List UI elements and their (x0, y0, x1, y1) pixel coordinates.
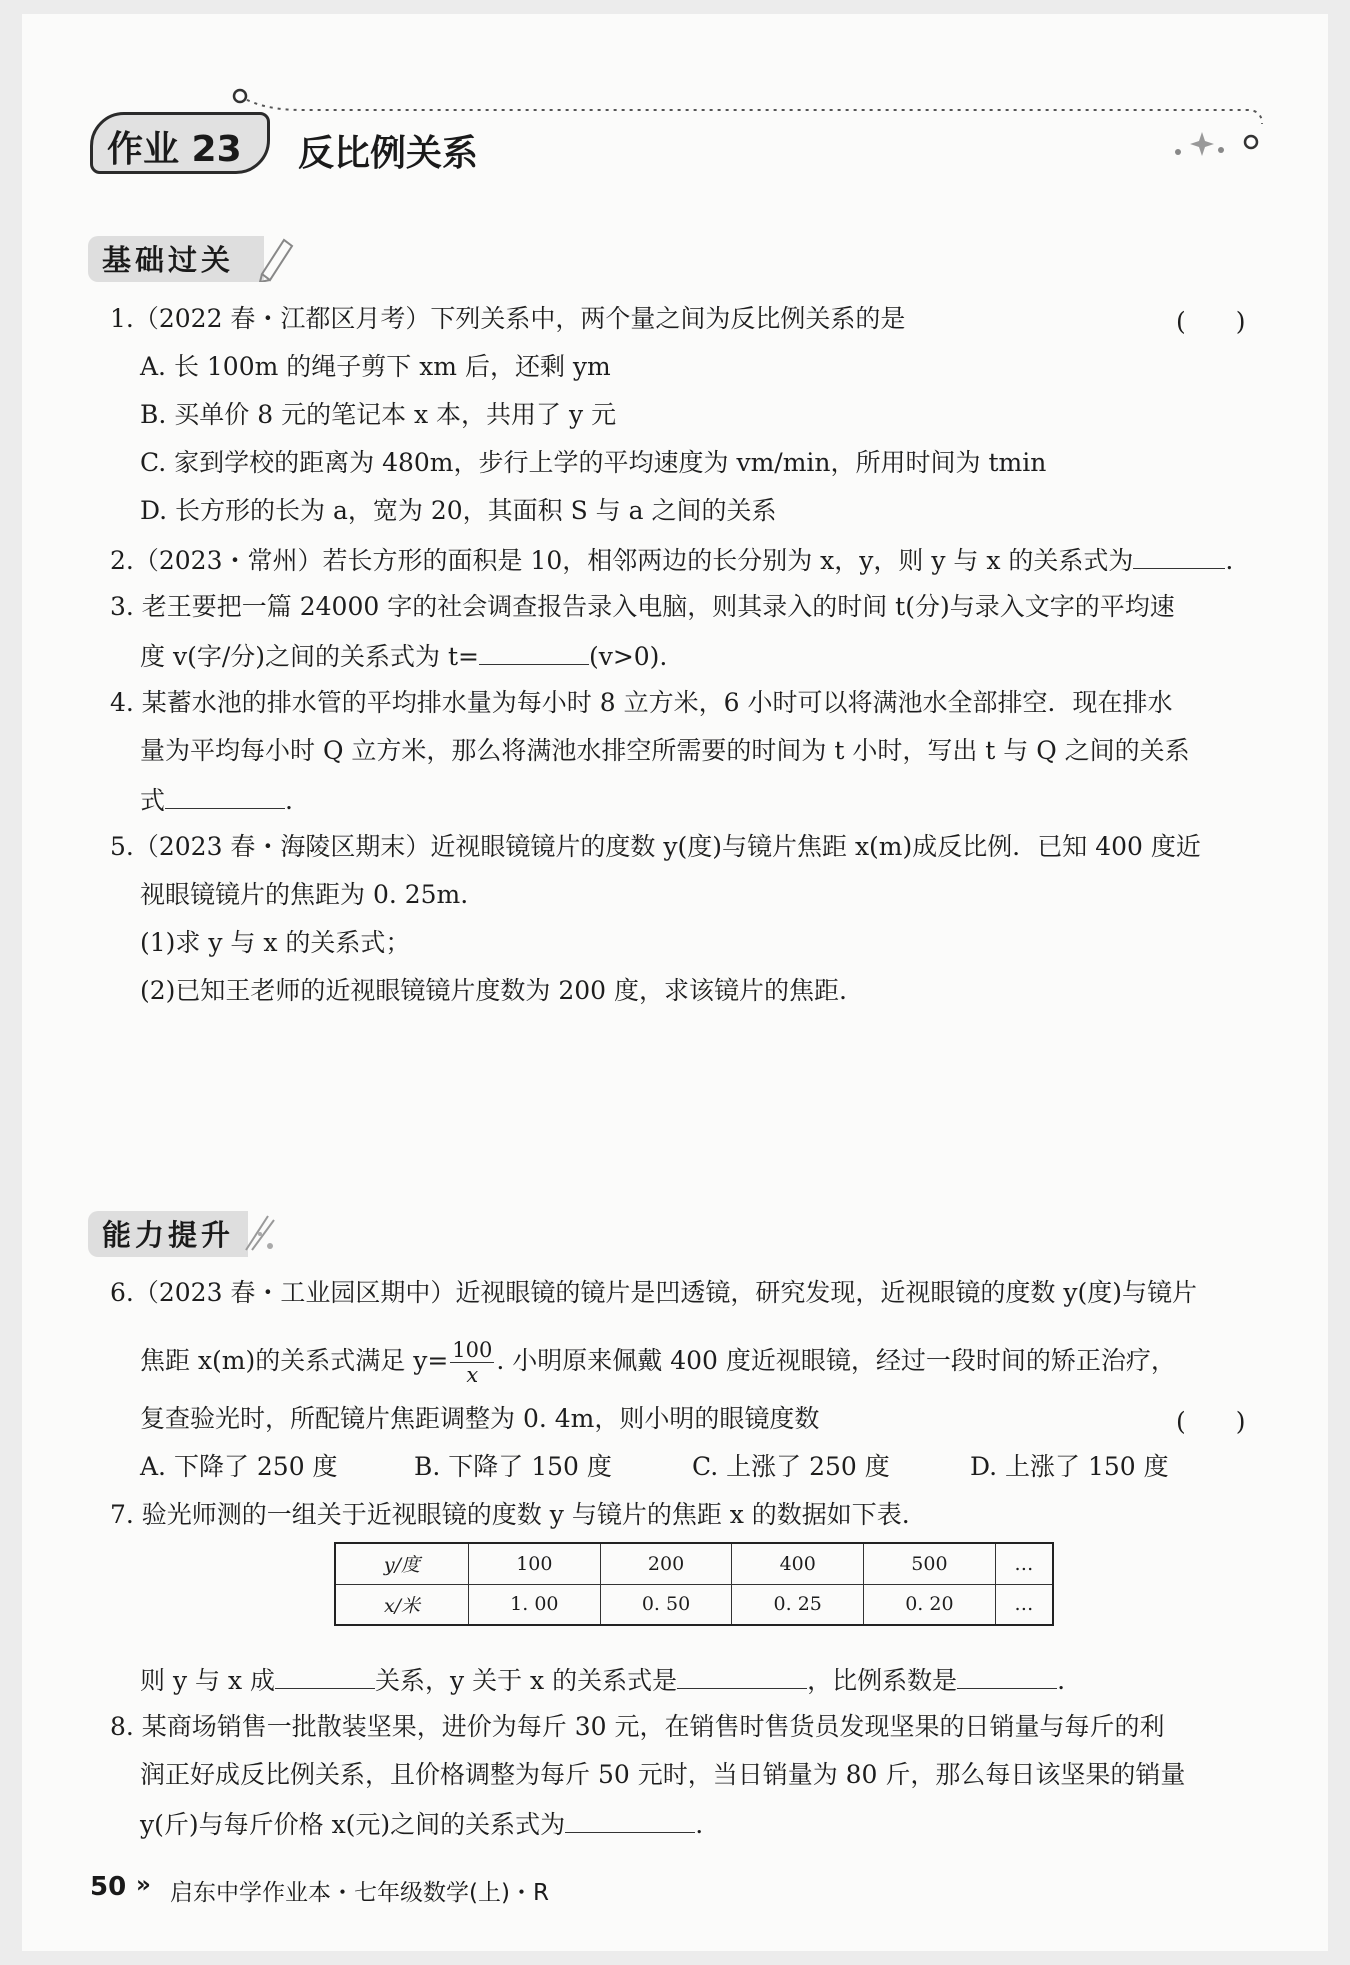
question-6-line2-start: 焦距 x(m)的关系式满足 y= (140, 1346, 449, 1375)
question-8-blank[interactable] (565, 1806, 695, 1833)
question-8-line2: 润正好成反比例关系，且价格调整为每斤 50 元时，当日销量为 80 斤，那么每日该坚果的销量 (140, 1760, 1186, 1789)
table-cell: 400 (732, 1543, 864, 1584)
question-4-line3-end: . (285, 786, 293, 815)
question-8-line1: 8. 某商场销售一批散装坚果，进价为每斤 30 元，在销售时售货员发现坚果的日销量与每斤的利 (110, 1712, 1165, 1741)
table-row (335, 1584, 1053, 1625)
page-number: 50 (90, 1872, 127, 1902)
question-1-option-b: B. 买单价 8 元的笔记本 x 本，共用了 y 元 (140, 400, 617, 429)
table-row (335, 1543, 1053, 1584)
question-3-line1: 3. 老王要把一篇 24000 字的社会调查报告录入电脑，则其录入的时间 t(分)与录入文字的平均速 (110, 592, 1175, 621)
question-8-line3-end: . (695, 1810, 704, 1839)
table-cell: 0. 25 (732, 1584, 864, 1625)
question-7-fill-c: ，比例系数是 (807, 1666, 958, 1695)
footer-arrows: » (136, 1872, 151, 1898)
question-3-line2-end: (v>0). (588, 642, 668, 671)
question-6-option-c: C. 上涨了 250 度 (692, 1452, 890, 1481)
section-advanced-tag: 能力提升 (88, 1211, 248, 1257)
question-6-line1: 6.（2023 春・工业园区期中）近视眼镜的镜片是凹透镜，研究发现，近视眼镜的度数 y(度)与镜片 (110, 1278, 1198, 1307)
question-7-fill-end: . (1057, 1666, 1066, 1695)
question-2-end: . (1225, 546, 1234, 575)
question-6-line2-end: . 小明原来佩戴 400 度近视眼镜，经过一段时间的矫正治疗， (496, 1346, 1176, 1375)
question-1-stem: 1.（2022 春・江都区月考）下列关系中，两个量之间为反比例关系的是 (110, 304, 906, 333)
question-4-blank[interactable] (165, 782, 285, 809)
question-5-line1: 5.（2023 春・海陵区期末）近视眼镜镜片的度数 y(度)与镜片焦距 x(m)成反比例．已知 400 度近 (110, 832, 1201, 861)
assignment-badge (90, 112, 270, 174)
table-cell: 0. 50 (600, 1584, 732, 1625)
question-7-line1: 7. 验光师测的一组关于近视眼镜的度数 y 与镜片的焦距 x 的数据如下表. (110, 1500, 910, 1529)
question-1-option-c: C. 家到学校的距离为 480m，步行上学的平均速度为 vm/min，所用时间为 tmin (140, 448, 1047, 477)
sparkle-icon (240, 1206, 280, 1256)
data-table (334, 1542, 1054, 1626)
question-7-fill-a: 则 y 与 x 成 (140, 1666, 276, 1695)
table-cell: x/米 (335, 1584, 469, 1625)
question-6-option-a: A. 下降了 250 度 (140, 1452, 338, 1481)
table-cell: 100 (469, 1543, 601, 1584)
question-1-answer-slot[interactable]: ( ) (1176, 307, 1246, 336)
fraction-denominator: x (466, 1363, 479, 1387)
question-6-option-d: D. 上涨了 150 度 (970, 1452, 1169, 1481)
table-cell: 200 (600, 1543, 732, 1584)
question-6-option-b: B. 下降了 150 度 (414, 1452, 612, 1481)
question-6-line3: 复查验光时，所配镜片焦距调整为 0. 4m，则小明的眼镜度数 (140, 1404, 820, 1433)
pencil-icon (254, 232, 294, 282)
question-7-fill-b: 关系，y 关于 x 的关系式是 (375, 1666, 678, 1695)
question-3-line2-start: 度 v(字/分)之间的关系式为 t= (140, 642, 479, 671)
question-1-option-d: D. 长方形的长为 a，宽为 20，其面积 S 与 a 之间的关系 (140, 496, 777, 525)
assignment-number: 作业 23 (107, 129, 242, 170)
page (22, 14, 1328, 1951)
fraction (450, 1338, 494, 1387)
question-7-blank-3[interactable] (957, 1662, 1057, 1689)
question-5-line2: 视眼镜镜片的焦距为 0. 25m. (140, 880, 469, 909)
section-basic-tag: 基础过关 (88, 236, 264, 282)
question-6-line2 (140, 1338, 1176, 1387)
question-7-blank-1[interactable] (275, 1662, 375, 1689)
table-cell: … (995, 1584, 1053, 1625)
question-6-answer-slot[interactable]: ( ) (1176, 1407, 1246, 1436)
question-3-blank[interactable] (479, 638, 589, 665)
page-title: 反比例关系 (298, 133, 479, 174)
question-2-blank[interactable] (1133, 542, 1225, 569)
question-4-line2: 量为平均每小时 Q 立方米，那么将满池水排空所需要的时间为 t 小时，写出 t 与 Q 之间的关系 (140, 736, 1190, 765)
question-7-fill-line (140, 1662, 1065, 1698)
table-cell: y/度 (335, 1543, 469, 1584)
table-cell: 0. 20 (864, 1584, 996, 1625)
question-3-line2 (140, 638, 667, 674)
question-4-line1: 4. 某蓄水池的排水管的平均排水量为每小时 8 立方米，6 小时可以将满池水全部排空．现在排水 (110, 688, 1173, 717)
table-cell: 1. 00 (469, 1584, 601, 1625)
question-7-blank-2[interactable] (677, 1662, 807, 1689)
table-cell: … (995, 1543, 1053, 1584)
question-4-line3-start: 式 (140, 786, 166, 815)
question-5-part2: (2)已知王老师的近视眼镜镜片度数为 200 度，求该镜片的焦距. (140, 976, 847, 1005)
table-cell: 500 (864, 1543, 996, 1584)
question-2-text: 2.（2023・常州）若长方形的面积是 10，相邻两边的长分别为 x，y，则 y 与 x 的关系式为 (110, 546, 1134, 575)
footer-book-title: 启东中学作业本・七年级数学(上)・R (170, 1880, 549, 1906)
question-4-line3 (140, 782, 293, 818)
question-2 (110, 542, 1233, 578)
question-8-line3-start: y(斤)与每斤价格 x(元)之间的关系式为 (140, 1810, 566, 1839)
fraction-numerator: 100 (452, 1338, 493, 1362)
question-5-part1: (1)求 y 与 x 的关系式； (140, 928, 411, 957)
question-1-option-a: A. 长 100m 的绳子剪下 xm 后，还剩 ym (140, 352, 611, 381)
question-8-line3 (140, 1806, 703, 1842)
